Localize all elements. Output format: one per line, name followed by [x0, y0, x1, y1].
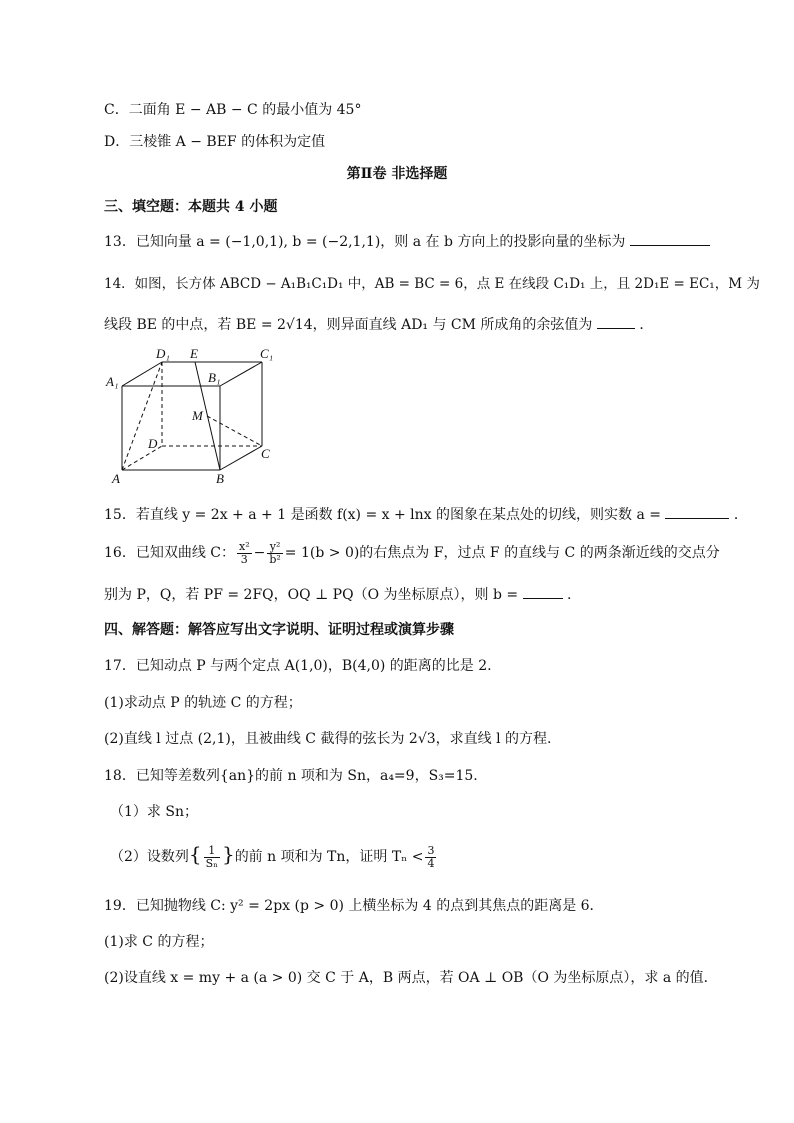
q15-period: ． — [733, 507, 748, 523]
question-14-line2 — [104, 314, 653, 335]
label-A1: A₁ — [106, 374, 119, 389]
label-D: D — [148, 436, 158, 451]
q13-answer-blank — [630, 231, 710, 246]
q19-part2: (2)设直线 x = my + a (a > 0) 交 C 于 A，B 两点，若 OA ⊥ OB（O 为坐标原点），求 a 的值． — [104, 970, 718, 986]
cuboid-figure — [104, 346, 294, 486]
option-d: D．三棱锥 A − BEF 的体积为定值 — [104, 134, 326, 150]
q16-minus: − — [253, 545, 266, 561]
label-C1: C₁ — [260, 346, 274, 361]
option-c: C．二面角 E − AB − C 的最小值为 45° — [104, 102, 362, 118]
q16-intro: 16．已知双曲线 C： — [104, 545, 235, 561]
label-A: A — [112, 471, 120, 486]
edge-B1-C1 — [220, 362, 262, 386]
q15-answer-blank — [665, 504, 729, 519]
q18-part2-intro: （2）设数列 — [110, 849, 189, 865]
label-D1: D₁ — [156, 346, 170, 361]
q14-line1: 14．如图，长方体 ABCD − A₁B₁C₁D₁ 中，AB = BC = 6，点 E 在线段 C₁D₁ 上，且 2D₁E = EC₁，M 为 — [104, 276, 760, 292]
q19-stem: 19．已知抛物线 C: y² = 2px (p > 0) 上横坐标为 4 的点到其焦点的距离是 6． — [104, 898, 604, 914]
q18-part2-rest: 的前 n 项和为 Tn，证明 Tₙ < — [234, 849, 424, 865]
q15-text: 15．若直线 y = 2x + a + 1 是函数 f(x) = x + lnx 的图象在某点处的切线，则实数 a = — [104, 507, 661, 523]
question-13 — [104, 231, 710, 252]
q16-line2-text: 别为 P，Q，若 PF = 2FQ，OQ ⊥ PQ（O 为坐标原点），则 b = — [104, 587, 519, 603]
q17-stem: 17．已知动点 P 与两个定点 A(1,0)，B(4,0) 的距离的比是 2. — [104, 658, 492, 674]
edge-B-C — [220, 446, 262, 470]
q18-fraction-1-over-sn: $\frac{1}{\text{Sₙ}}$ — [205, 843, 218, 870]
q16-period: . — [567, 587, 572, 603]
q18-part1: （1）求 Sn； — [110, 804, 198, 820]
section-title: 第Ⅱ卷 非选择题 — [346, 166, 448, 182]
q16-answer-blank — [523, 584, 563, 599]
q17-part2: (2)直线 l 过点 (2,1)，且被曲线 C 截得的弦长为 2√3，求直线 l 的方程. — [104, 731, 552, 747]
q19-part1: (1)求 C 的方程； — [104, 934, 214, 950]
question-16-line2 — [104, 584, 571, 605]
q17-part1: (1)求动点 P 的轨迹 C 的方程； — [104, 695, 302, 711]
label-M: M — [192, 408, 203, 423]
q14-period: ． — [639, 317, 654, 333]
q18-part2: （2）设数列{ $\frac{1}{\text{Sₙ}}$ }的前 n 项和为 Tn，证明 Tₙ < $\frac{3}{4}$ — [110, 842, 435, 870]
question-16-line1 — [104, 540, 720, 566]
label-B1: B₁ — [208, 370, 221, 385]
q13-text: 13．已知向量 a = (−1,0,1), b = (−2,1,1)，则 a 在 b 方向上的投影向量的坐标为 — [104, 234, 626, 250]
q18-fraction-3-4: $\frac{3}{4}$ — [427, 843, 435, 870]
q16-fraction-x: $\frac{\text{x²}}{3}$ — [238, 539, 250, 566]
part3-title: 三、填空题：本题共 4 小题 — [104, 199, 278, 215]
part4-title: 四、解答题：解答应写出文字说明、证明过程或演算步骤 — [104, 622, 454, 638]
q16-fraction-y: $\frac{\text{y²}}{\text{b²}}$ — [269, 539, 281, 566]
edge-A1-D1 — [122, 362, 162, 386]
q18-stem: 18．已知等差数列{an}的前 n 项和为 Sn，a₄=9，S₃=15. — [104, 768, 478, 784]
label-E: E — [190, 346, 198, 361]
q14-answer-blank — [597, 314, 635, 329]
seg-A-D1 — [122, 362, 162, 470]
seg-C-M — [207, 416, 262, 446]
label-B: B — [216, 471, 224, 486]
q16-line1-rest: = 1(b > 0)的右焦点为 F，过点 F 的直线与 C 的两条渐近线的交点分 — [284, 545, 720, 561]
label-C: C — [261, 446, 270, 461]
question-15 — [104, 504, 748, 525]
q14-line2-text: 线段 BE 的中点，若 BE = 2√14，则异面直线 AD₁ 与 CM 所成角的余弦值为 — [104, 317, 593, 333]
